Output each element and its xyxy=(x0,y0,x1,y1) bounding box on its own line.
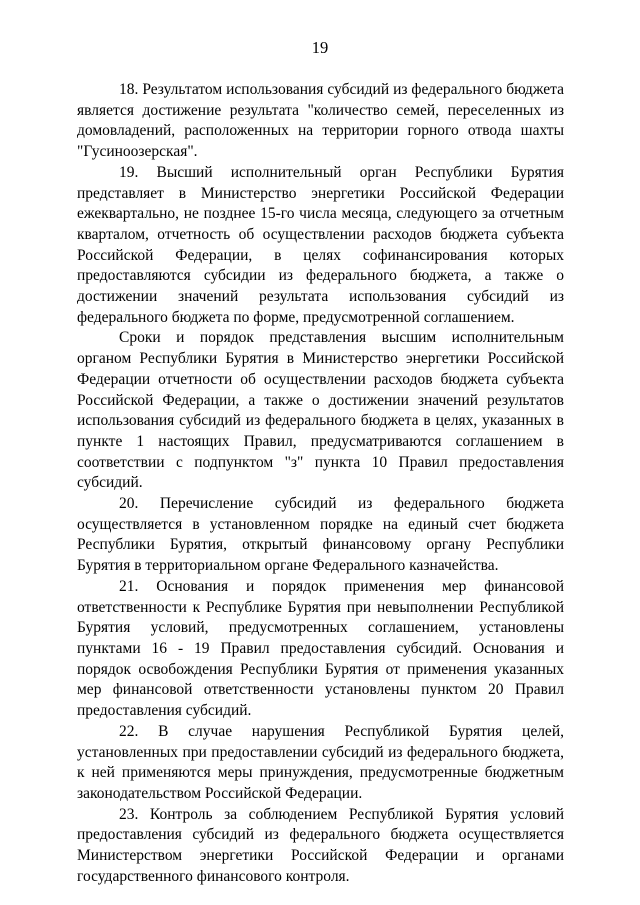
document-body xyxy=(77,80,564,887)
page-number: 19 xyxy=(311,38,329,57)
paragraph-18: 18. Результатом использования субсидий из федерального бюджета является достижение результата "количество семей, переселенных из домовладений, расположенных на территории горного отвода шахты "Гусиноозерская". xyxy=(77,81,564,161)
paragraph-19-deadlines: Сроки и порядок представления высшим исполнительным органом Республики Бурятия в Министерство энергетики Российской Федерации отчетности об осуществлении расходов бюджета субъекта Российской Федерации, а также о достижении значений результатов использования субсидий из федерального бюджета в целях, указанных в пункте 1 настоящих Правил, предусматриваются соглашением в соответствии с подпунктом "з" пункта 10 Правил предоставления субсидий. xyxy=(77,329,564,492)
paragraph-20: 20. Перечисление субсидий из федерального бюджета осуществляется в установленном порядке на единый счет бюджета Республики Бурятия, открытый финансовому органу Республики Бурятия в территориальном органе Федерального казначейства. xyxy=(77,495,564,575)
paragraph-19: 19. Высший исполнительный орган Республики Бурятия представляет в Министерство энергетики Российской Федерации ежеквартально, не позднее 15-го числа месяца, следующего за отчетным кварталом, отчетность об осуществлении расходов бюджета субъекта Российской Федерации, в целях софинансирования которых предоставляются субсидии из федерального бюджета, а также о достижении значений результата использования субсидий из федерального бюджета по форме, предусмотренной соглашением. xyxy=(77,163,564,326)
paragraph-21: 21. Основания и порядок применения мер финансовой ответственности к Республике Бурятия при невыполнении Республикой Бурятия условий, предусмотренных соглашением, установлены пунктами 16 - 19 Правил предоставления субсидий. Основания и порядок освобождения Республики Бурятия от применения указанных мер финансовой ответственности установлены пунктом 20 Правил предоставления субсидий. xyxy=(77,577,564,720)
paragraph-22: 22. В случае нарушения Республикой Бурятия целей, установленных при предоставлении субсидий из федерального бюджета, к ней применяются меры принуждения, предусмотренные бюджетным законодательством Российской Федерации. xyxy=(77,722,564,802)
paragraph-23: 23. Контроль за соблюдением Республикой Бурятия условий предоставления субсидий из федерального бюджета осуществляется Министерством энергетики Российской Федерации и органами государственного финансового контроля. xyxy=(77,805,564,885)
